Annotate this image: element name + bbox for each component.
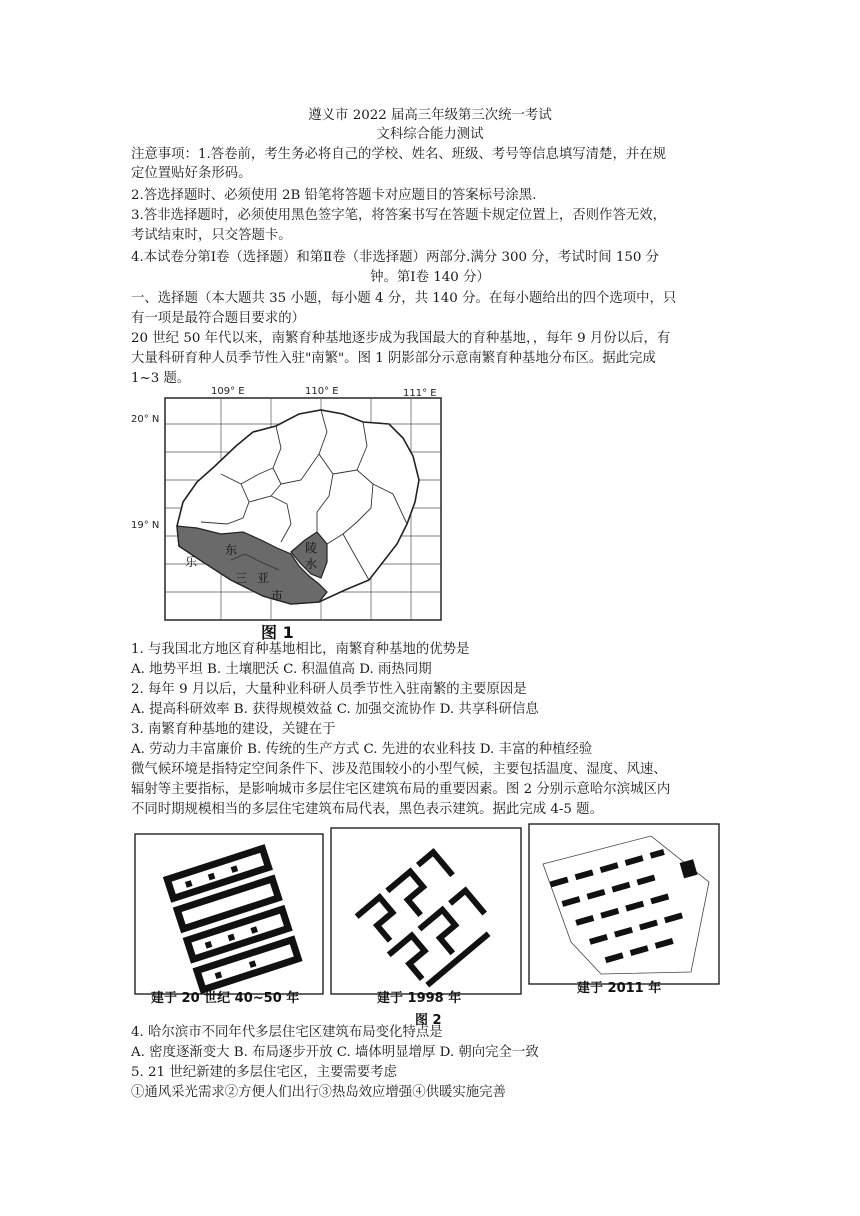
panel-caption: 建于 1998 年	[377, 991, 462, 1006]
region-label: 乐	[185, 555, 198, 569]
question-line: 2. 每年 9 月以后，大量种业科研人员季节性入驻南繁的主要原因是	[131, 682, 527, 697]
question-line: ①通风采光需求②方便人们出行③热岛效应增强④供暖实施完善	[131, 1085, 506, 1100]
lat-label: 20° N	[131, 414, 160, 425]
passage-line: 辐射等主要指标，是影响城市多层住宅区建筑布局的重要因素。图 2 分别示意哈尔滨城区内	[131, 782, 671, 797]
exam-subtitle: 文科综合能力测试	[376, 127, 484, 142]
note-line: 钟。第Ⅰ卷 140 分）	[370, 270, 490, 285]
note-line: 定位置贴好条形码。	[131, 166, 252, 181]
lon-label: 111° E	[403, 388, 437, 399]
question-line: 4. 哈尔滨市不同年代多层住宅区建筑布局变化特点是	[131, 1025, 443, 1040]
region-label: 三	[235, 571, 248, 585]
region-label: 市	[271, 589, 284, 603]
figure-2-caption: 图 2	[415, 1013, 442, 1028]
passage-line: 20 世纪 50 年代以来，南繁育种基地逐步成为我国最大的育种基地，，每年 9 月份以后，有	[131, 331, 671, 346]
note-line: 注意事项：1.答卷前，考生务必将自己的学校、姓名、班级、考号等信息填写清楚，并在规	[131, 147, 667, 162]
panel-1940s-layout	[135, 834, 323, 994]
exam-title: 遵义市 2022 届高三年级第三次统一考试	[308, 108, 552, 123]
passage-line: 微气候环境是指特定空间条件下、涉及范围较小的小型气候，主要包括温度、湿度、风速、	[131, 762, 667, 777]
panel-caption: 建于 2011 年	[577, 981, 662, 996]
panel-1998-layout	[331, 828, 521, 994]
question-line: A. 地势平坦 B. 土壤肥沃 C. 积温值高 D. 雨热同期	[131, 662, 432, 677]
figure-1-map	[131, 384, 451, 640]
lat-label: 19° N	[131, 520, 160, 531]
note-line: 3.答非选择题时，必须使用黑色签字笔，将答案书写在答题卡规定位置上，否则作答无效，	[131, 208, 667, 223]
lon-label: 109° E	[211, 386, 245, 397]
section-heading: 一、选择题（本大题共 35 小题，每小题 4 分，共 140 分。在每小题给出的四个选项中，只	[131, 291, 677, 306]
panel-2011-layout	[529, 824, 719, 984]
question-line: A. 提高科研效率 B. 获得规模效益 C. 加强交流协作 D. 共享科研信息	[131, 702, 539, 717]
note-line: 4.本试卷分第Ⅰ卷（选择题）和第Ⅱ卷（非选择题）两部分.满分 300 分，考试时间 150 分	[131, 250, 660, 265]
question-line: A. 劳动力丰富廉价 B. 传统的生产方式 C. 先进的农业科技 D. 丰富的种植经验	[131, 742, 593, 757]
question-line: 5. 21 世纪新建的多层住宅区，主要需要考虑	[131, 1065, 397, 1080]
passage-line: 不同时期规模相当的多层住宅建筑布局代表，黑色表示建筑。据此完成 4-5 题。	[131, 802, 603, 817]
note-line: 考试结束时，只交答题卡。	[131, 228, 292, 243]
region-label: 亚	[257, 571, 270, 585]
region-label: 陵	[305, 541, 318, 555]
panel-caption: 建于 20 世纪 40~50 年	[151, 991, 300, 1006]
passage-line: 大量科研育种人员季节性入驻"南繁"。图 1 阴影部分示意南繁育种基地分布区。据此完成	[131, 351, 656, 366]
region-label: 水	[305, 557, 318, 571]
lon-label: 110° E	[305, 386, 339, 397]
figure-2	[131, 822, 731, 1042]
region-label: 东	[225, 543, 238, 557]
passage-line: 1~3 题。	[131, 371, 191, 386]
figure-1-caption: 图 1	[261, 623, 294, 640]
note-line: 2.答选择题时、必须使用 2B 铅笔将答题卡对应题目的答案标号涂黑.	[131, 188, 537, 203]
section-heading: 有一项是最符合题目要求的）	[131, 311, 306, 326]
question-line: 1. 与我国北方地区育种基地相比，南繁育种基地的优势是	[131, 642, 470, 657]
question-line: 3. 南繁育种基地的建设，关键在于	[131, 722, 336, 737]
question-line: A. 密度逐渐变大 B. 布局逐步开放 C. 墙体明显增厚 D. 朝向完全一致	[131, 1045, 539, 1060]
